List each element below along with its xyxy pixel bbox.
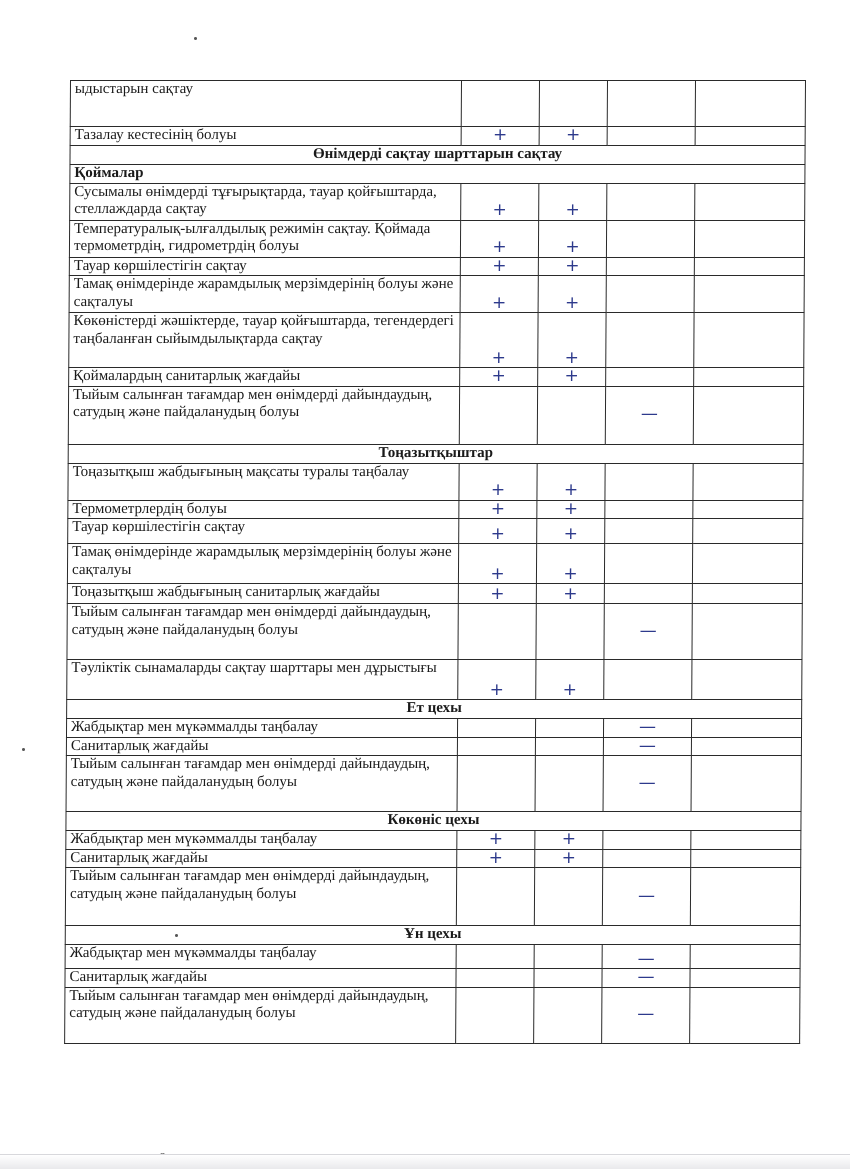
section-title: Ет цехы bbox=[67, 700, 802, 719]
criterion-text: ыдыстарын сақтау bbox=[70, 81, 461, 127]
mark-cell bbox=[534, 969, 602, 988]
mark-cell bbox=[539, 81, 607, 127]
mark-cell bbox=[691, 756, 801, 812]
criterion-text: Сусымалы өнімдерді тұғырықтарда, тауар қойғыштарда, стеллаждарда сақтау bbox=[70, 183, 461, 220]
mark-cell bbox=[693, 386, 803, 444]
mark-cell bbox=[458, 604, 536, 660]
checklist-row bbox=[65, 945, 800, 969]
section-title: Көкөніс цехы bbox=[66, 812, 801, 831]
mark-cell: — bbox=[603, 737, 691, 756]
mark-cell bbox=[693, 463, 803, 500]
mark-cell bbox=[695, 81, 805, 127]
checklist-row bbox=[69, 257, 804, 276]
mark-cell: + bbox=[460, 220, 538, 257]
mark-cell: + bbox=[539, 183, 607, 220]
mark-cell bbox=[604, 584, 692, 604]
mark-cell: + bbox=[457, 831, 535, 850]
criterion-text: Тыйым салынған тағамдар мен өнімдерді дайындаудың, сатудың және пайдаланудың болуы bbox=[65, 868, 456, 926]
section-header-row bbox=[68, 444, 803, 463]
checklist-row bbox=[68, 500, 803, 519]
scan-speck bbox=[175, 934, 178, 937]
mark-cell bbox=[606, 220, 694, 257]
checklist-row bbox=[70, 127, 805, 146]
mark-cell: + bbox=[538, 257, 606, 276]
subsection-title: Қоймалар bbox=[70, 164, 805, 183]
criterion-text: Тауар көршілестігін сақтау bbox=[68, 519, 459, 544]
mark-cell: + bbox=[460, 368, 538, 387]
criterion-text: Тыйым салынған тағамдар мен өнімдерді дайындаудың, сатудың және пайдаланудың болуы bbox=[66, 756, 457, 812]
checklist-row bbox=[70, 183, 805, 220]
criterion-text: Жабдықтар мен мүкәммалды таңбалау bbox=[66, 831, 457, 850]
mark-cell bbox=[694, 368, 804, 387]
mark-cell bbox=[457, 737, 535, 756]
mark-cell bbox=[534, 868, 602, 926]
mark-cell bbox=[603, 831, 691, 850]
mark-cell bbox=[461, 81, 539, 127]
mark-cell: + bbox=[537, 463, 605, 500]
checklist-row bbox=[66, 849, 801, 868]
mark-cell: + bbox=[460, 313, 538, 368]
mark-cell bbox=[605, 463, 693, 500]
mark-cell bbox=[456, 868, 534, 926]
checklist-row bbox=[68, 386, 803, 444]
mark-cell bbox=[693, 500, 803, 519]
checklist-row bbox=[68, 463, 803, 500]
mark-cell bbox=[690, 945, 800, 969]
criterion-text: Тамақ өнімдерінде жарамдылық мерзімдерінің болуы және сақталуы bbox=[67, 544, 458, 584]
mark-cell: — bbox=[603, 719, 691, 738]
mark-cell: + bbox=[535, 831, 603, 850]
mark-cell: + bbox=[535, 849, 603, 868]
mark-cell bbox=[604, 660, 692, 700]
criterion-text: Тыйым салынған тағамдар мен өнімдерді дайындаудың, сатудың және пайдаланудың болуы bbox=[67, 604, 458, 660]
mark-cell bbox=[690, 868, 800, 926]
mark-cell: + bbox=[457, 849, 535, 868]
mark-cell: + bbox=[536, 544, 604, 584]
criterion-text: Тыйым салынған тағамдар мен өнімдерді дайындаудың, сатудың және пайдаланудың болуы bbox=[65, 987, 456, 1043]
mark-cell bbox=[457, 719, 535, 738]
mark-cell bbox=[695, 183, 805, 220]
checklist-row bbox=[65, 868, 800, 926]
criterion-text: Тамақ өнімдерінде жарамдылық мерзімдерінің болуы және сақталуы bbox=[69, 276, 460, 313]
mark-cell bbox=[606, 257, 694, 276]
mark-cell: + bbox=[461, 183, 539, 220]
checklist-row bbox=[66, 831, 801, 850]
mark-cell: + bbox=[539, 127, 607, 146]
mark-cell: + bbox=[536, 584, 604, 604]
mark-cell: — bbox=[602, 868, 690, 926]
mark-cell: + bbox=[538, 368, 606, 387]
checklist-row bbox=[68, 519, 803, 544]
mark-cell bbox=[535, 719, 603, 738]
mark-cell bbox=[535, 756, 603, 812]
section-header-row bbox=[70, 145, 805, 164]
mark-cell bbox=[607, 81, 695, 127]
criterion-text: Көкөністерді жәшіктерде, тауар қойғыштарда, тегендердегі таңбаланған сыйымдылықтарда сақтау bbox=[69, 313, 460, 368]
mark-cell bbox=[693, 519, 803, 544]
mark-cell bbox=[605, 519, 693, 544]
checklist-row bbox=[67, 584, 802, 604]
criterion-text: Жабдықтар мен мүкәммалды таңбалау bbox=[65, 945, 456, 969]
mark-cell: — bbox=[603, 756, 691, 812]
checklist-row bbox=[67, 544, 802, 584]
checklist-row bbox=[66, 756, 801, 812]
mark-cell bbox=[692, 544, 802, 584]
checklist-row bbox=[66, 719, 801, 738]
mark-cell: + bbox=[458, 660, 536, 700]
mark-cell bbox=[606, 313, 694, 368]
mark-cell bbox=[692, 584, 802, 604]
criterion-text: Қоймалардың санитарлық жағдайы bbox=[69, 368, 460, 387]
mark-cell bbox=[457, 756, 535, 812]
criterion-text: Температуралық-ылғалдылық режимін сақтау. Қоймада термометрдің, гидрометрдің болуы bbox=[69, 220, 460, 257]
mark-cell bbox=[456, 945, 534, 969]
mark-cell: + bbox=[538, 276, 606, 313]
mark-cell bbox=[534, 945, 602, 969]
mark-cell: + bbox=[460, 276, 538, 313]
mark-cell: + bbox=[459, 500, 537, 519]
criterion-text: Жабдықтар мен мүкәммалды таңбалау bbox=[66, 719, 457, 738]
criterion-text: Санитарлық жағдайы bbox=[66, 849, 457, 868]
mark-cell: + bbox=[537, 500, 605, 519]
mark-cell bbox=[535, 737, 603, 756]
mark-cell: + bbox=[538, 313, 606, 368]
section-header-row bbox=[66, 812, 801, 831]
mark-cell bbox=[607, 127, 695, 146]
section-header-row bbox=[67, 700, 802, 719]
criterion-text: Тыйым салынған тағамдар мен өнімдерді дайындаудың, сатудың және пайдаланудың болуы bbox=[68, 386, 459, 444]
checklist-row bbox=[67, 660, 802, 700]
mark-cell: — bbox=[602, 969, 690, 988]
mark-cell bbox=[690, 987, 800, 1043]
criterion-text: Тауар көршілестігін сақтау bbox=[69, 257, 460, 276]
criterion-text: Санитарлық жағдайы bbox=[65, 969, 456, 988]
mark-cell bbox=[694, 276, 804, 313]
section-title: Өнімдерді сақтау шарттарын сақтау bbox=[70, 145, 805, 164]
mark-cell bbox=[605, 500, 693, 519]
criterion-text: Санитарлық жағдайы bbox=[66, 737, 457, 756]
criterion-text: Тоңазытқыш жабдығының санитарлық жағдайы bbox=[67, 584, 458, 604]
section-title: Ұн цехы bbox=[65, 926, 800, 945]
checklist-row bbox=[69, 220, 804, 257]
mark-cell bbox=[459, 386, 537, 444]
mark-cell bbox=[691, 831, 801, 850]
mark-cell: + bbox=[459, 463, 537, 500]
mark-cell bbox=[694, 313, 804, 368]
mark-cell: — bbox=[605, 386, 693, 444]
scan-speck bbox=[194, 37, 197, 40]
mark-cell: + bbox=[536, 660, 604, 700]
mark-cell bbox=[606, 276, 694, 313]
inspection-checklist-table bbox=[64, 80, 806, 1044]
mark-cell bbox=[690, 969, 800, 988]
mark-cell bbox=[603, 849, 691, 868]
mark-cell bbox=[537, 386, 605, 444]
mark-cell bbox=[456, 969, 534, 988]
checklist-row bbox=[69, 276, 804, 313]
mark-cell: + bbox=[458, 584, 536, 604]
mark-cell bbox=[695, 127, 805, 146]
criterion-text: Тазалау кестесінің болуы bbox=[70, 127, 461, 146]
mark-cell: — bbox=[604, 604, 692, 660]
mark-cell bbox=[691, 719, 801, 738]
mark-cell bbox=[692, 660, 802, 700]
mark-cell: — bbox=[602, 945, 690, 969]
mark-cell: — bbox=[602, 987, 690, 1043]
checklist-row bbox=[65, 969, 800, 988]
scan-page-edge bbox=[0, 1154, 850, 1169]
mark-cell bbox=[536, 604, 604, 660]
subsection-header-row bbox=[70, 164, 805, 183]
checklist-row bbox=[70, 81, 805, 127]
checklist-row bbox=[69, 313, 804, 368]
mark-cell bbox=[607, 183, 695, 220]
mark-cell bbox=[534, 987, 602, 1043]
mark-cell: + bbox=[460, 257, 538, 276]
criterion-text: Тоңазытқыш жабдығының мақсаты туралы таңбалау bbox=[68, 463, 459, 500]
mark-cell bbox=[691, 737, 801, 756]
checklist-row bbox=[67, 604, 802, 660]
mark-cell bbox=[604, 544, 692, 584]
checklist-row bbox=[65, 987, 800, 1043]
mark-cell: + bbox=[537, 519, 605, 544]
criterion-text: Термометрлердің болуы bbox=[68, 500, 459, 519]
mark-cell: + bbox=[459, 519, 537, 544]
mark-cell bbox=[456, 987, 534, 1043]
mark-cell bbox=[691, 849, 801, 868]
checklist-row bbox=[69, 368, 804, 387]
criterion-text: Тәуліктік сынамаларды сақтау шарттары мен дұрыстығы bbox=[67, 660, 458, 700]
mark-cell bbox=[606, 368, 694, 387]
mark-cell bbox=[694, 220, 804, 257]
checklist-row bbox=[66, 737, 801, 756]
mark-cell bbox=[692, 604, 802, 660]
section-title: Тоңазытқыштар bbox=[68, 444, 803, 463]
scan-speck bbox=[22, 748, 25, 751]
mark-cell: + bbox=[538, 220, 606, 257]
mark-cell: + bbox=[461, 127, 539, 146]
mark-cell: + bbox=[458, 544, 536, 584]
mark-cell bbox=[694, 257, 804, 276]
